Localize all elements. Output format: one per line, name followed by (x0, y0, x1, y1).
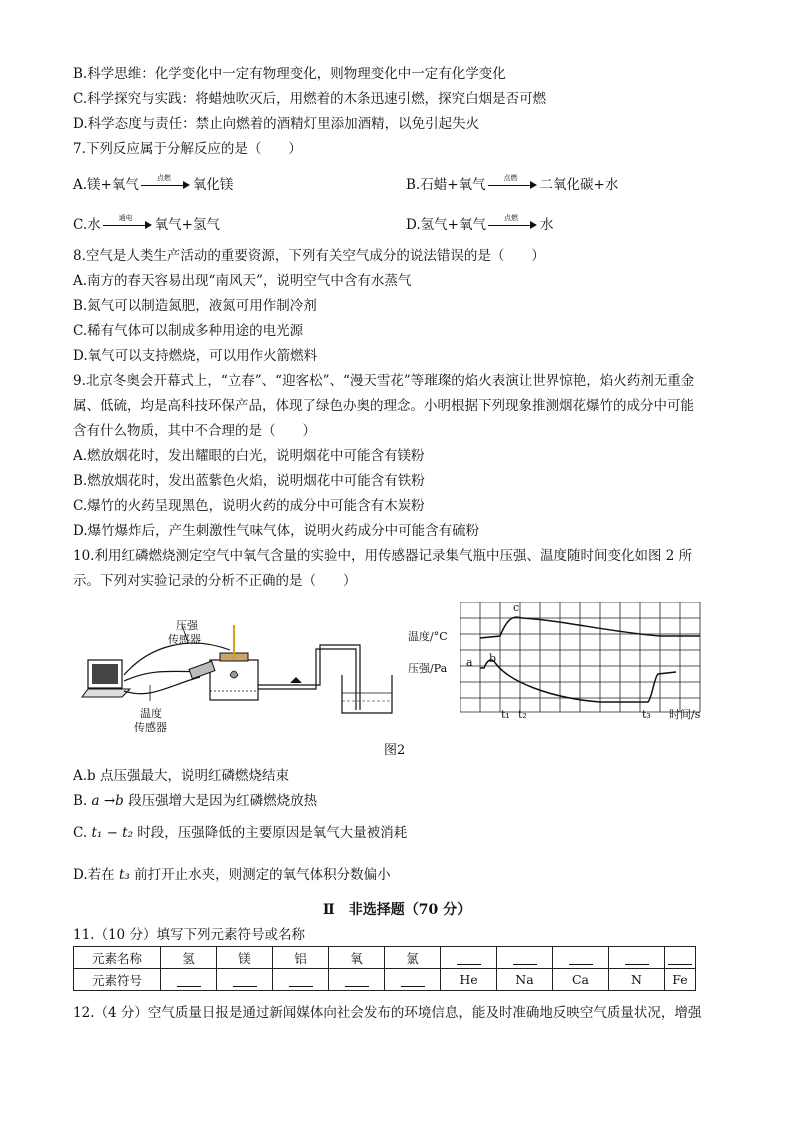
laptop-display (92, 664, 118, 684)
math-expression: t₁ − t₂ (91, 825, 134, 841)
answer-blank[interactable] (609, 947, 665, 969)
q7-d-products: 水 (539, 217, 554, 233)
connecting-tube-inner (258, 649, 356, 710)
math-expression: a →b (91, 793, 124, 809)
table-header-cell: 元素符号 (74, 969, 161, 991)
temp-sensor-label-1: 温度 (140, 707, 162, 720)
element-table (73, 946, 696, 991)
q9-option-c: C.爆竹的火药呈现黑色，说明火药的成分中可能含有木炭粉 (73, 498, 425, 514)
q7-a-reactants: A.镁+氧气 (73, 177, 139, 193)
table-cell: 氢 (161, 947, 217, 969)
q7-option-b (406, 175, 618, 195)
q9-option-a: A.燃放烟花时，发出耀眼的白光，说明烟花中可能含有镁粉 (73, 448, 425, 464)
answer-blank[interactable] (553, 947, 609, 969)
q7-d-reactants: D.氢气+氧气 (406, 217, 486, 233)
gas-bottle (210, 660, 258, 700)
question-12: 12.（4 分）空气质量日报是通过新闻媒体向社会发布的环境信息，能及时准确地反映空气质量状况，增强 (73, 1005, 702, 1021)
temp-cable (124, 677, 200, 694)
question-10-line2: 示。下列对实验记录的分析不正确的是（ ） (73, 573, 357, 589)
reaction-arrow-icon (488, 175, 538, 195)
reaction-arrow-icon (141, 175, 191, 195)
q7-option-c (73, 215, 220, 235)
q8-option-b: B.氮气可以制造氮肥，液氮可用作制冷剂 (73, 298, 317, 314)
table-cell: He (441, 969, 497, 991)
q8-option-d: D.氧气可以支持燃烧，可以用作火箭燃料 (73, 348, 318, 364)
option-c-line: C.科学探究与实践：将蜡烛吹灭后，用燃着的木条迅速引燃，探究白烟是否可燃 (73, 91, 547, 107)
reaction-condition: 点燃 (503, 214, 518, 222)
table-cell: Na (497, 969, 553, 991)
table-cell: 镁 (217, 947, 273, 969)
q10-option-d: D.若在 t₃ 前打开止水夹，则测定的氧气体积分数偏小 (73, 867, 391, 883)
section-title: Ⅱ 非选择题（70 分） (322, 902, 472, 918)
q10-option-b: B. a →b 段压强增大是因为红磷燃烧放热 (73, 793, 318, 809)
t1-label: t₁ (501, 708, 510, 721)
math-expression: t₃ (118, 867, 130, 883)
laptop-keyboard (82, 689, 130, 697)
table-cell: Ca (553, 969, 609, 991)
table-cell: N (609, 969, 665, 991)
reaction-condition: 点燃 (503, 174, 518, 182)
table-cell: 铝 (273, 947, 329, 969)
reaction-condition: 通电 (118, 214, 133, 222)
question-8: 8.空气是人类生产活动的重要资源，下列有关空气成分的说法错误的是（ ） (73, 248, 545, 264)
temp-sensor-label-2: 传感器 (134, 721, 167, 734)
temperature-curve (480, 617, 700, 638)
pressure-sensor-label-2: 传感器 (168, 633, 201, 646)
experiment-apparatus (80, 605, 410, 735)
temperature-axis-label: 温度/°C (408, 630, 448, 643)
q7-b-products: 二氧化碳+水 (539, 177, 619, 193)
time-axis-label: 时间/s (669, 708, 701, 721)
answer-blank[interactable] (441, 947, 497, 969)
table-cell: 氯 (385, 947, 441, 969)
connecting-tube (258, 645, 360, 710)
question-7: 7.下列反应属于分解反应的是（ ） (73, 141, 302, 157)
q9-option-d: D.爆竹爆炸后，产生刺激性气味气体，说明火药成分中可能含有硫粉 (73, 523, 480, 539)
table-cell: 氧 (329, 947, 385, 969)
answer-blank[interactable] (273, 969, 329, 991)
answer-blank[interactable] (329, 969, 385, 991)
point-b-label: b (489, 652, 497, 665)
water-clamp (290, 677, 302, 683)
reaction-arrow-icon (488, 215, 538, 235)
question-11: 11.（10 分）填写下列元素符号或名称 (73, 927, 305, 943)
pressure-axis-label: 压强/Pa (408, 662, 448, 675)
point-c-label: c (513, 601, 520, 614)
beaker (342, 675, 392, 713)
q10-option-c: C. t₁ − t₂ 时段，压强降低的主要原因是氧气大量被消耗 (73, 825, 408, 841)
q10-option-a: A.b 点压强最大，说明红磷燃烧结束 (73, 768, 289, 784)
option-d-line: D.科学态度与责任：禁止向燃着的酒精灯里添加酒精，以免引起失火 (73, 116, 480, 132)
q7-option-a (73, 175, 233, 195)
q8-option-a: A.南方的春天容易出现“南风天”，说明空气中含有水蒸气 (73, 273, 412, 289)
t3-label: t₃ (642, 708, 651, 721)
question-10-line1: 10.利用红磷燃烧测定空气中氧气含量的实验中，用传感器记录集气瓶中压强、温度随时间变化如图 2 所 (73, 548, 693, 564)
q7-a-products: 氧化镁 (192, 177, 234, 193)
pressure-temp-graph (460, 602, 720, 722)
table-row (74, 947, 696, 969)
reaction-arrow-icon (103, 215, 153, 235)
question-9-line3: 含有什么物质，其中不合理的是（ ） (73, 423, 316, 439)
answer-blank[interactable] (497, 947, 553, 969)
table-row (74, 969, 696, 991)
q7-c-reactants: C.水 (73, 217, 101, 233)
figure-caption: 图2 (384, 743, 406, 758)
q9-option-b: B.燃放烟花时，发出蓝紫色火焰，说明烟花中可能含有铁粉 (73, 473, 425, 489)
answer-blank[interactable] (665, 947, 696, 969)
question-9-line2: 属、低硫，均是高科技环保产品，体现了绿色办奥的理念。小明根据下列现象推测烟花爆竹的成分中可能 (73, 398, 694, 414)
reaction-condition: 点燃 (156, 174, 171, 182)
q7-option-d (406, 215, 553, 235)
point-a-label: a (466, 656, 473, 669)
option-b-line: B.科学思维：化学变化中一定有物理变化，则物理变化中一定有化学变化 (73, 66, 506, 82)
pressure-sensor-label-1: 压强 (176, 619, 198, 632)
answer-blank[interactable] (385, 969, 441, 991)
answer-blank[interactable] (217, 969, 273, 991)
q7-b-reactants: B.石蜡+氧气 (406, 177, 486, 193)
t2-label: t₂ (518, 708, 527, 721)
table-header-cell: 元素名称 (74, 947, 161, 969)
q8-option-c: C.稀有气体可以制成多种用途的电光源 (73, 323, 304, 339)
table-cell: Fe (665, 969, 696, 991)
q7-c-products: 氧气+氢气 (154, 217, 220, 233)
answer-blank[interactable] (161, 969, 217, 991)
question-9-line1: 9.北京冬奥会开幕式上，“立春”、“迎客松”、“漫天雪花”等璀璨的焰火表演让世界惊艳，焰火药剂无重金 (73, 373, 695, 389)
